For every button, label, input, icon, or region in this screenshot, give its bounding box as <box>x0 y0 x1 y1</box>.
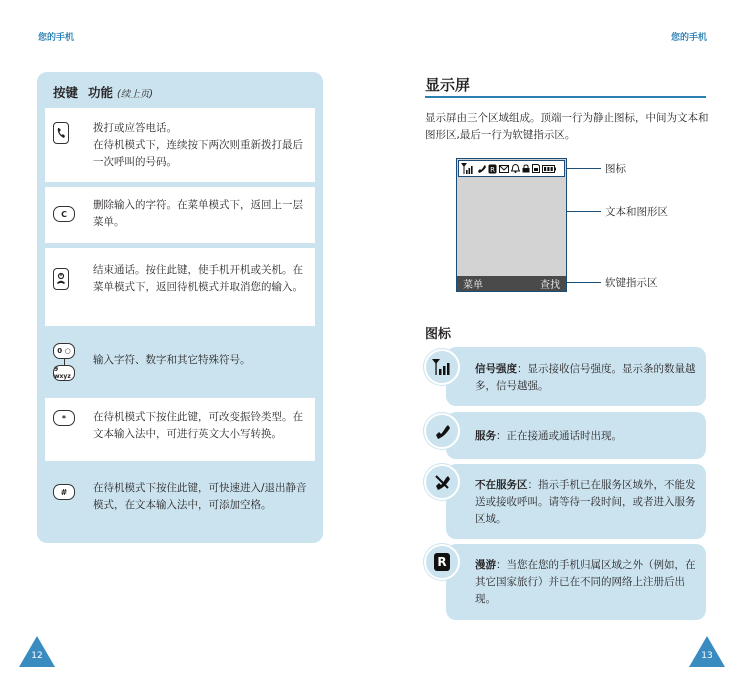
desc-no-service: ：指示手机已在服务区域外，不能发送或接收呼叫。请等待一段时间，或者进入服务区域。 <box>475 479 696 525</box>
star-key-icon: * <box>53 410 75 426</box>
key-row-star-text: 在待机模式下按住此键，可改变振铃类型。在文本输入法中，可进行英文大小写转换。 <box>93 411 303 440</box>
term-signal: 信号强度 <box>475 363 517 375</box>
key-row-hash <box>45 466 315 534</box>
icon-entry-no-service <box>446 464 706 539</box>
header-right: 您的手机 <box>670 33 707 43</box>
display-diagram <box>456 158 567 292</box>
key-row-star <box>45 398 315 461</box>
label-icons: 图标 <box>605 163 626 175</box>
call-icon <box>477 164 486 173</box>
call-active-icon <box>424 413 460 449</box>
col-function-header: 功能 <box>88 85 114 100</box>
key-row-numbers <box>45 331 315 393</box>
display-description: 显示屏由三个区域组成。顶端一行为静止图标，中间为文本和图形区,最后一行为软键指示区。 <box>425 112 709 141</box>
term-service: 服务 <box>475 430 496 442</box>
icon-entry-roaming <box>446 544 706 620</box>
key-row-clear-text: 删除输入的字符。在菜单模式下，返回上一层菜单。 <box>93 199 303 228</box>
key-0-icon: 0 ○ <box>53 343 75 359</box>
page-title: 显示屏 <box>425 76 471 94</box>
leader-softkeys <box>567 282 601 283</box>
icon-entry-service <box>446 412 706 459</box>
leader-text <box>567 211 601 212</box>
section-title: 图标 <box>425 327 452 342</box>
roam-icon <box>488 164 497 174</box>
no-service-icon <box>424 464 460 500</box>
end-power-key-icon <box>53 268 69 290</box>
page-number-right: 13 <box>701 651 713 661</box>
alarm-icon <box>511 164 520 173</box>
icon-entry-signal <box>446 347 706 406</box>
term-no-service: 不在服务区 <box>475 479 528 491</box>
softkey-right: 查找 <box>540 280 560 291</box>
icon-bar <box>458 160 565 177</box>
col-key-header: 按键 <box>53 85 79 100</box>
leader-icons <box>567 168 601 169</box>
page-number-left: 12 <box>31 651 43 661</box>
sim-icon <box>532 164 540 173</box>
panel-header <box>53 83 153 101</box>
clear-key-icon: C <box>53 206 75 222</box>
svg-text:R: R <box>490 165 495 174</box>
softkey-left: 菜单 <box>463 280 483 291</box>
title-rule <box>425 96 706 98</box>
hash-key-icon: # <box>53 484 75 500</box>
key-row-numbers-text: 输入字符、数字和其它特殊符号。 <box>93 354 251 366</box>
send-key-icon <box>53 122 69 144</box>
key-row-hash-text: 在待机模式下按住此键，可快速进入/退出静音模式，在文本输入法中，可添加空格。 <box>93 482 307 511</box>
desc-roaming: ：当您在您的手机归属区域之外（例如，在其它国家旅行）并已在不同的网络上注册后出现。 <box>475 559 696 605</box>
signal-bars-icon <box>461 163 475 174</box>
desc-service: ：正在接通或通话时出现。 <box>496 430 622 442</box>
label-softkeys: 软键指示区 <box>605 277 658 289</box>
signal-strength-icon <box>424 349 460 385</box>
message-icon <box>499 165 509 173</box>
term-roaming: 漫游 <box>475 559 496 571</box>
key-function-panel <box>37 72 323 543</box>
key-row-end-text: 结束通话。按住此键，使手机开机或关机。在菜单模式下，返回待机模式并取消您的输入。 <box>93 264 303 293</box>
key-row-clear <box>45 187 315 243</box>
softkey-bar <box>457 276 566 291</box>
desc-signal: ：显示接收信号强度。显示条的数量越多，信号越强。 <box>475 363 696 392</box>
key-row-send-text: 拨打或应答电话。 在待机模式下，连续按下两次则重新拨打最后一次呼叫的号码。 <box>93 122 303 168</box>
continued-note: (续上页) <box>117 89 153 100</box>
lock-icon <box>522 164 530 173</box>
label-text-area: 文本和图形区 <box>605 206 668 218</box>
key-9-icon: 9 wxyz <box>53 365 75 381</box>
battery-icon <box>542 165 556 173</box>
key-row-end <box>45 248 315 326</box>
number-keys-icon <box>53 343 75 381</box>
header-left: 您的手机 <box>38 33 75 43</box>
key-row-send <box>45 108 315 182</box>
roaming-icon: R <box>424 544 460 580</box>
